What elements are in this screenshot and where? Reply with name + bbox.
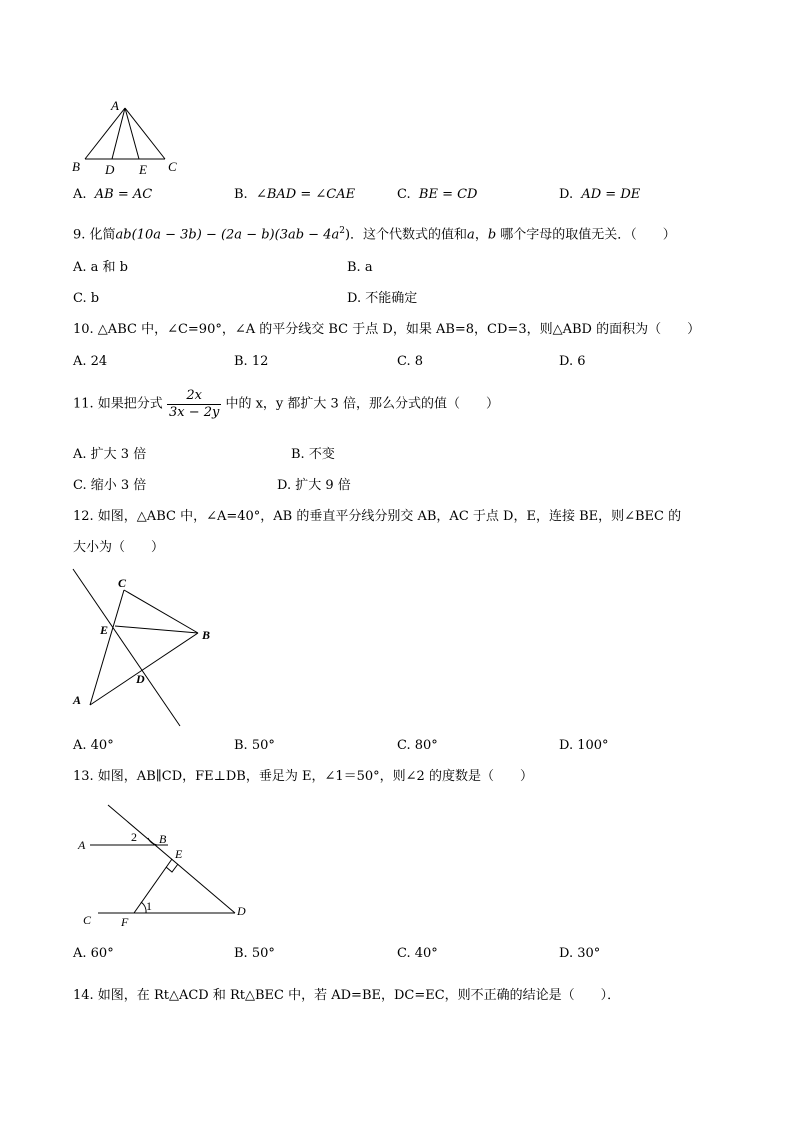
fig8-label-a: A [111,98,119,113]
q11-fraction [167,388,221,421]
fig13-label-e: E [175,847,183,861]
q10-option-c[interactable]: C. 8 [397,354,424,369]
q9-var-b: b [487,227,497,243]
q13-parallel-lines-figure [75,798,260,928]
fig8-label-c: C [168,159,177,174]
q9-expr-3: (3ab − 4a [274,227,340,243]
q13-option-c[interactable]: C. 40° [397,946,438,961]
q11-denominator: 3x − 2y [168,405,220,420]
q8-option-d-letter: D. [559,187,574,202]
q8-option-b[interactable] [234,187,355,203]
q13-stem: 13. 如图，AB∥CD，FE⊥DB，垂足为 E，∠1＝50°，则∠2 的度数是（ ） [73,769,533,784]
q11-option-a[interactable]: A. 扩大 3 倍 [73,447,147,462]
fig13-label-1: 1 [146,899,152,913]
q8-option-d[interactable] [559,187,640,203]
q8-triangle-figure [70,96,190,180]
q9-stem-post: ．这个代数式的值和 [350,227,468,243]
q9-stem-pre: 9. 化简 [73,227,116,243]
q12-option-c[interactable]: C. 80° [397,738,438,753]
q8-option-a[interactable] [73,187,152,203]
q9-stem-end: 哪个字母的取值无关．（ ） [496,227,676,243]
q11-option-c[interactable]: C. 缩小 3 倍 [73,478,147,493]
q12-option-d[interactable]: D. 100° [559,738,609,753]
fig12-label-b: B [202,628,211,642]
fig8-label-e: E [139,162,147,177]
q14-stem: 14. 如图，在 Rt△ACD 和 Rt△BEC 中，若 AD=BE，DC=EC，则不正确的结论是（ ）． [73,988,621,1003]
q9-expr-sup: 2 [339,226,345,236]
q8-option-d-text: AD = DE [581,187,641,202]
q10-stem: 10. △ABC 中，∠C=90°，∠A 的平分线交 BC 于点 D，如果 AB=8，CD=3，则△ABD 的面积为（ ） [73,322,701,337]
fig13-label-f: F [121,915,129,928]
q9-expr-2: (10a − 3b) − (2a − b) [131,227,275,243]
q12-option-b[interactable]: B. 50° [234,738,275,753]
fig12-label-a: A [73,693,82,707]
q9-var-a: a [467,227,475,243]
fig12-label-c: C [118,576,127,590]
q11-option-b[interactable]: B. 不变 [291,447,335,462]
fig13-label-a: A [78,838,86,852]
q11-stem-post: 中的 x，y 都扩大 3 倍，那么分式的值（ ） [225,396,499,412]
q9-expr-1: ab [115,227,132,243]
fig13-label-d: D [237,904,246,918]
q8-option-c-text: BE = CD [418,187,478,202]
q11-stem-pre: 11. 如果把分式 [73,396,163,412]
q8-option-b-text: ∠BAD = ∠CAE [255,187,356,202]
fig8-label-d: D [105,162,115,177]
q13-option-b[interactable]: B. 50° [234,946,275,961]
q9-option-d[interactable]: D. 不能确定 [347,291,418,306]
q12-stem-line1: 12. 如图，△ABC 中，∠A=40°，AB 的垂直平分线分别交 AB，AC 于点 D，E，连接 BE，则∠BEC 的 [73,509,682,524]
q13-option-a[interactable]: A. 60° [73,946,114,961]
q11-option-d[interactable]: D. 扩大 9 倍 [277,478,351,493]
fig12-label-e: E [100,623,109,637]
fig13-label-2: 2 [131,830,137,844]
q9-expr-4: ) [344,227,351,243]
q8-option-c[interactable] [397,187,477,203]
fig8-label-b: B [72,159,80,174]
q10-option-a[interactable]: A. 24 [73,354,108,369]
q12-stem-line2: 大小为（ ） [73,540,165,555]
q8-option-a-text: AB = AC [94,187,153,202]
q8-option-b-letter: B. [234,187,248,202]
q9-option-b[interactable]: B. a [347,260,373,275]
q9-stem [73,223,676,243]
q8-option-c-letter: C. [397,187,411,202]
fig12-label-d: D [136,672,145,686]
q9-sep: ， [474,227,488,243]
q11-numerator: 2x [186,388,202,403]
q8-option-a-letter: A. [73,187,87,202]
q12-option-a[interactable]: A. 40° [73,738,114,753]
q9-option-a[interactable]: A. a 和 b [73,260,128,275]
q12-triangle-figure [60,566,230,736]
fig13-label-b: B [159,832,167,846]
q13-option-d[interactable]: D. 30° [559,946,601,961]
q9-option-c[interactable]: C. b [73,291,100,306]
q11-stem [73,388,499,421]
q10-option-d[interactable]: D. 6 [559,354,586,369]
fig13-label-c: C [83,913,92,927]
q10-option-b[interactable]: B. 12 [234,354,269,369]
